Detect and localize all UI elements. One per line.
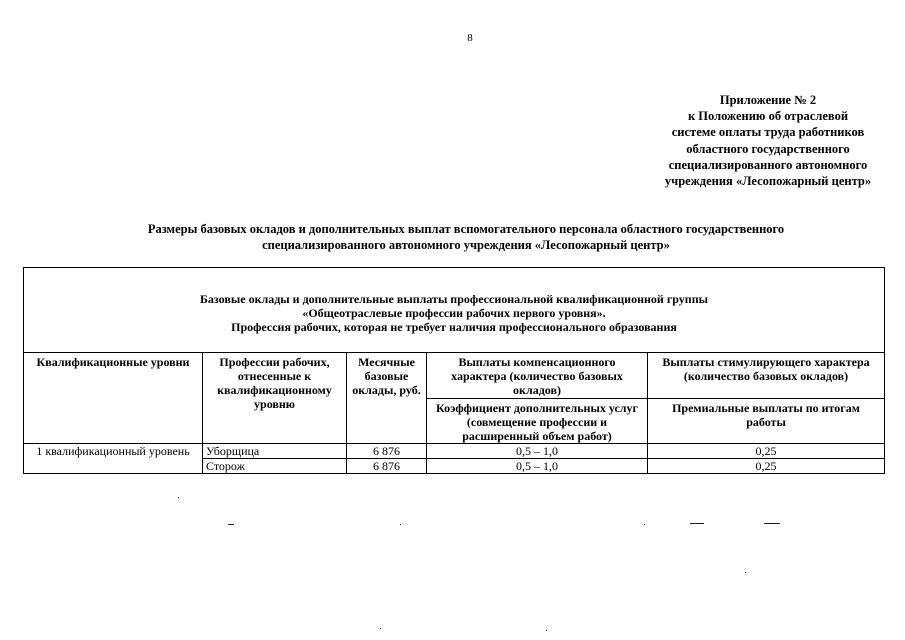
- scan-artifact: [764, 523, 780, 524]
- table-header-row: [24, 353, 885, 399]
- bonus-cell: 0,25: [648, 459, 885, 474]
- appendix-line: учреждения «Лесопожарный центр»: [664, 174, 872, 189]
- coefficient-cell: 0,5 – 1,0: [427, 459, 648, 474]
- table-banner-row: [24, 268, 885, 353]
- appendix-line: Приложение № 2: [719, 93, 817, 107]
- header-compensation: Выплаты компенсационного характера (количество базовых окладов): [427, 353, 648, 399]
- scan-artifact: [400, 524, 401, 525]
- header-professions: Профессии рабочих, отнесенные к квалификационному уровню: [203, 353, 347, 444]
- table-row: [24, 444, 885, 459]
- appendix-line: специализированного автономного: [668, 157, 868, 172]
- document-title: [30, 221, 902, 253]
- title-line: специализированного автономного учреждения «Лесопожарный центр»: [262, 238, 670, 252]
- salary-cell: 6 876: [347, 444, 427, 459]
- appendix-line: областного государственного: [686, 141, 850, 156]
- banner-line: «Общеотраслевые профессии рабочих первого уровня».: [302, 306, 606, 320]
- coefficient-cell: 0,5 – 1,0: [427, 444, 648, 459]
- appendix-line: системе оплаты труда работников: [671, 125, 865, 140]
- scan-artifact: [745, 572, 746, 573]
- table-banner: [24, 268, 885, 353]
- scan-artifact: [546, 630, 547, 631]
- appendix-line: к Положению об отраслевой: [687, 109, 849, 124]
- scan-artifact: [690, 523, 704, 524]
- header-salary: Месячные базовые оклады, руб.: [347, 353, 427, 444]
- bonus-cell: 0,25: [648, 444, 885, 459]
- scan-artifact: [228, 524, 234, 525]
- profession-cell: Сторож: [203, 459, 347, 474]
- page-number: 8: [467, 32, 473, 44]
- header-stimulating: Выплаты стимулирующего характера (количество базовых окладов): [648, 353, 885, 399]
- scan-artifact: [380, 628, 381, 629]
- subheader-coefficient: Коэффициент дополнительных услуг (совмещение профессии и расширенный объем работ): [427, 399, 648, 444]
- banner-line: Профессия рабочих, которая не требует наличия профессионального образования: [231, 320, 677, 334]
- banner-line: Базовые оклады и дополнительные выплаты профессиональной квалификационной группы: [200, 292, 708, 306]
- title-line: Размеры базовых окладов и дополнительных выплат вспомогательного персонала областного государственного: [147, 222, 785, 236]
- level-cell: 1 квалификационный уровень: [24, 444, 203, 474]
- scan-artifact: [644, 524, 645, 525]
- salary-table: [23, 267, 885, 474]
- appendix-header: [640, 92, 896, 189]
- header-levels: Квалификационные уровни: [24, 353, 203, 444]
- salary-cell: 6 876: [347, 459, 427, 474]
- profession-cell: Уборщица: [203, 444, 347, 459]
- scan-artifact: [178, 497, 179, 498]
- subheader-bonus: Премиальные выплаты по итогам работы: [648, 399, 885, 444]
